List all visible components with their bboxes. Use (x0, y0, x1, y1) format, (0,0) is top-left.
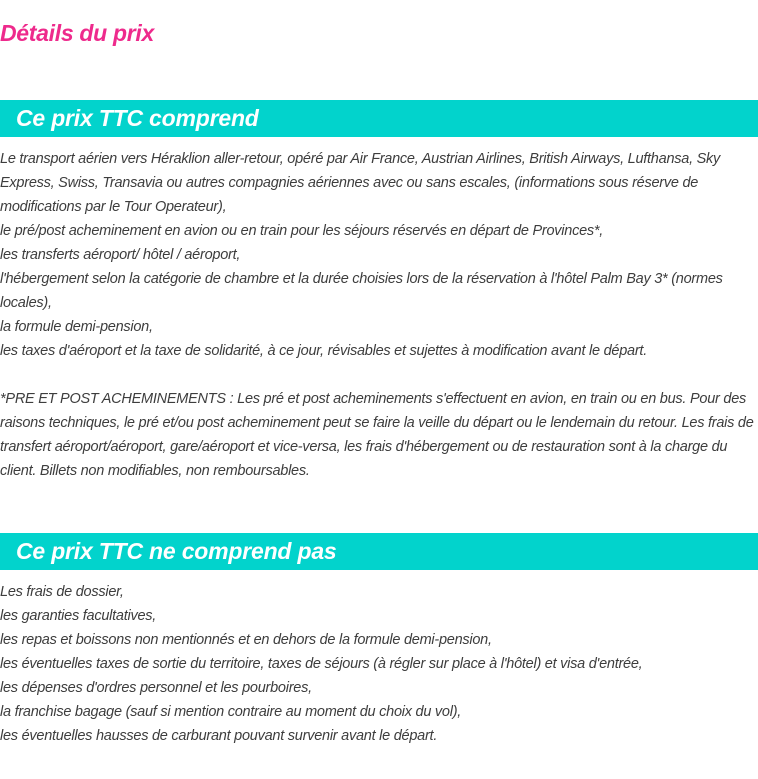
excludes-heading: Ce prix TTC ne comprend pas (0, 533, 758, 570)
includes-line: la formule demi-pension, (0, 319, 153, 335)
includes-line: les taxes d'aéroport et la taxe de solidarité, à ce jour, révisables et sujettes à modification avant le départ. (0, 343, 647, 359)
excludes-line: les éventuelles taxes de sortie du territoire, taxes de séjours (à régler sur place à l'hôtel) et visa d'entrée, (0, 656, 643, 672)
excludes-line: la franchise bagage (sauf si mention contraire au moment du choix du vol), (0, 704, 462, 720)
includes-body (0, 147, 756, 483)
includes-heading: Ce prix TTC comprend (0, 100, 758, 137)
includes-line: le pré/post acheminement en avion ou en train pour les séjours réservés en départ de Provinces*, (0, 223, 604, 239)
includes-line: Le transport aérien vers Héraklion aller-retour, opéré par Air France, Austrian Airlines, British Airways, Lufthansa, Sky Express, Swiss, Transavia ou autres compagnies aériennes avec ou sans escales, (informations sous réserve de modifications par le Tour Operateur), (0, 151, 721, 215)
excludes-line: les repas et boissons non mentionnés et en dehors de la formule demi-pension, (0, 632, 492, 648)
acheminement-note: *PRE ET POST ACHEMINEMENTS : Les pré et post acheminements s'effectuent en avion, en train ou en bus. Pour des raisons techniques, le pré et/ou post acheminement peut se faire la veille du départ ou le lendemain du retour. Les frais de transfert aéroport/aéroport, gare/aéroport et vice-versa, les frais d'hébergement ou de restauration sont à la charge du client. Billets non modifiables, non remboursables. (0, 391, 754, 479)
includes-line: l'hébergement selon la catégorie de chambre et la durée choisies lors de la réservation à l'hôtel Palm Bay 3* (normes locales), (0, 271, 723, 311)
page-title: Détails du prix (0, 20, 154, 46)
excludes-line: Les frais de dossier, (0, 584, 124, 600)
spacer (0, 363, 756, 387)
excludes-line: les éventuelles hausses de carburant pouvant survenir avant le départ. (0, 728, 438, 744)
excludes-line: les dépenses d'ordres personnel et les pourboires, (0, 680, 312, 696)
includes-line: les transferts aéroport/ hôtel / aéroport, (0, 247, 241, 263)
excludes-body (0, 580, 756, 748)
excludes-line: les garanties facultatives, (0, 608, 157, 624)
